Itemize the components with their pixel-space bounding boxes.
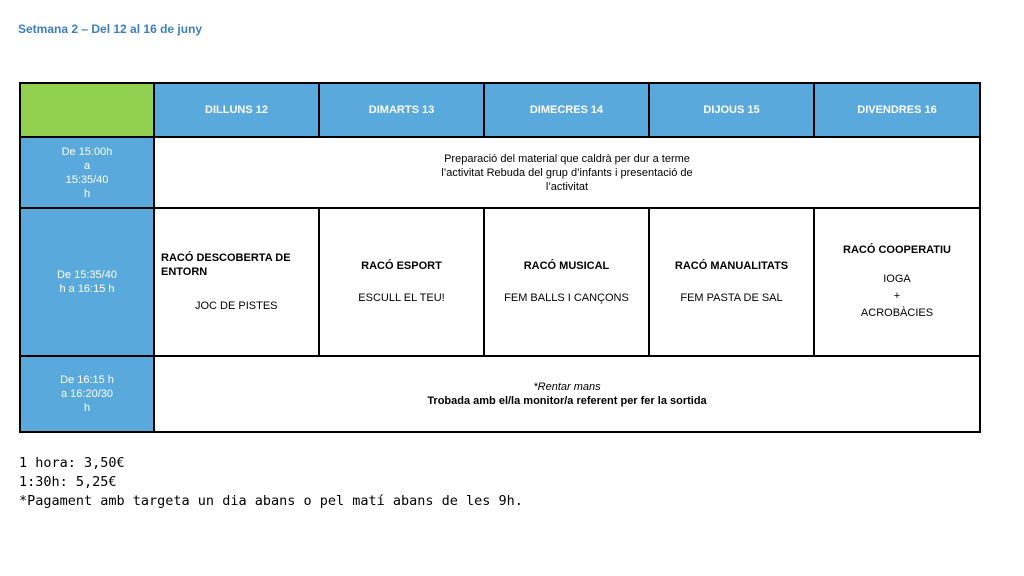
payment-note: *Pagament amb targeta un dia abans o pel matí abans de les 9h. xyxy=(19,493,523,509)
activity-name: RACÓ COOPERATIU xyxy=(843,243,951,256)
activity-name: RACÓ MANUALITATS xyxy=(674,260,789,272)
activity-wednesday xyxy=(484,208,649,356)
activity-detail: + xyxy=(893,289,901,302)
activity-tuesday xyxy=(319,208,484,356)
activity-detail: ESCULL EL TEU! xyxy=(358,292,445,304)
activity-name: RACÓ DESCOBERTA DE ENTORN xyxy=(161,252,291,278)
activity-name: RACÓ MUSICAL xyxy=(523,260,610,272)
header-row xyxy=(20,83,980,137)
pickup-text xyxy=(154,356,980,432)
time-cell-3: De 16:15 h a 16:20/30 h xyxy=(20,356,154,432)
activity-monday xyxy=(154,208,319,356)
day-header-friday: DIVENDRES 16 xyxy=(814,83,980,137)
activity-detail: FEM BALLS I CANÇONS xyxy=(504,292,629,304)
activity-friday xyxy=(814,208,980,356)
price-1h: 1 hora: 3,50€ xyxy=(19,455,125,471)
activity-name: RACÓ ESPORT xyxy=(361,260,442,272)
time-cell-2: De 15:35/40 h a 16:15 h xyxy=(20,208,154,356)
day-header-thursday: DIJOUS 15 xyxy=(649,83,814,137)
day-header-tuesday: DIMARTS 13 xyxy=(319,83,484,137)
row-pickup xyxy=(20,356,980,432)
activity-detail: JOC DE PISTES xyxy=(195,300,278,312)
preparation-text: Preparació del material que caldrà per dur a terme l’activitat Rebuda del grup d’infants i presentació de l’activitat xyxy=(154,137,980,208)
wash-hands-note: *Rentar mans xyxy=(533,381,601,393)
price-1h30: 1:30h: 5,25€ xyxy=(19,474,117,490)
row-activities xyxy=(20,208,980,356)
pickup-note: Trobada amb el/la monitor/a referent per fer la sortida xyxy=(427,395,707,407)
pricing-notes xyxy=(19,454,523,511)
activity-detail: ACROBÀCIES xyxy=(860,306,934,319)
day-header-wednesday: DIMECRES 14 xyxy=(484,83,649,137)
corner-cell xyxy=(20,83,154,137)
time-cell-1: De 15:00h a 15:35/40 h xyxy=(20,137,154,208)
activity-thursday xyxy=(649,208,814,356)
row-preparation xyxy=(20,137,980,208)
day-header-monday: DILLUNS 12 xyxy=(154,83,319,137)
page-title: Setmana 2 – Del 12 al 16 de juny xyxy=(18,22,203,36)
activity-detail: FEM PASTA DE SAL xyxy=(680,292,783,304)
schedule-table xyxy=(19,82,981,433)
activity-detail: IOGA xyxy=(883,272,911,285)
